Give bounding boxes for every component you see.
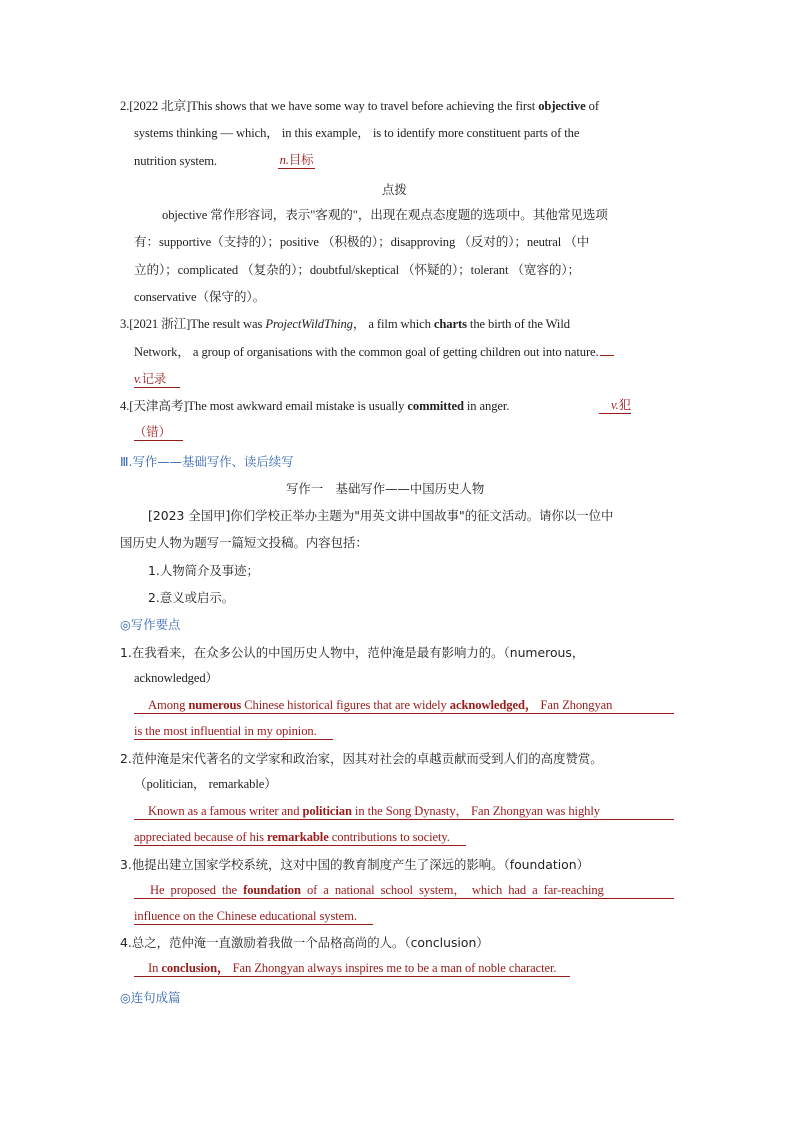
section-heading: Ⅲ.写作——基础写作、读后续写	[120, 454, 294, 469]
s3-answer-text: He proposed the	[150, 883, 244, 897]
q4-answer-pos: v.	[611, 398, 619, 412]
tip-title: 点拨	[382, 182, 407, 197]
q2-answer-pos: n.	[279, 153, 289, 167]
s2-answer-text2: appreciated because of his	[134, 830, 267, 844]
q3-text2: Network， a group of organisations with the common goal of getting children out into nature.	[134, 345, 599, 359]
q4-answer-cn: 犯	[618, 397, 631, 412]
q3-line2	[134, 343, 614, 360]
q2-text3: nutrition system.	[134, 154, 217, 168]
s2-answer-text: Known as a famous writer and	[148, 804, 303, 818]
q2-text-end: of	[585, 99, 599, 113]
q3-answer-pos: v.	[134, 372, 142, 386]
combine-heading: ◎连句成篇	[120, 990, 181, 1005]
s1-keyword-2: acknowledged，	[449, 698, 538, 712]
q4-text: 4.[天津高考]The most awkward email mistake is usually	[120, 399, 408, 413]
s2-keyword-2: remarkable	[266, 830, 329, 844]
q3-answer-cn: 记录	[141, 371, 167, 386]
q2-line3	[134, 153, 217, 169]
s1-keyword-1: numerous	[188, 698, 242, 712]
q4-text-end: in anger.	[463, 399, 510, 413]
s3-answer-text2: influence on the Chinese educational system.	[134, 908, 373, 925]
tip-line1: objective 常作形容词，表示"客观的"，出现在观点态度题的选项中。其他常见选项	[162, 208, 608, 222]
s3-answer	[134, 882, 674, 899]
s4-prompt: 4.总之，范仲淹一直激励着我做一个品格高尚的人。（conclusion）	[120, 935, 489, 950]
tip-line2: 有：supportive（支持的）；positive （积极的）；disapproving （反对的）；neutral （中	[134, 235, 590, 249]
q2-keyword: objective	[538, 99, 586, 113]
s3-keyword-1: foundation	[243, 883, 301, 897]
points-heading: ◎写作要点	[120, 617, 181, 632]
q2-text: 2.[2022 北京]This shows that we have some way to travel before achieving the first	[120, 99, 539, 113]
s2-answer-end2: contributions to society.	[328, 830, 450, 844]
prompt-item-2: 2.意义或启示。	[148, 590, 235, 605]
q4-answer-cn2: （错）	[134, 424, 183, 441]
prompt-item-1: 1.人物简介及事迹；	[148, 563, 259, 578]
s1-answer-line2	[134, 723, 333, 740]
s1-answer	[134, 697, 674, 714]
s2-keyword-1: politician	[302, 804, 352, 818]
s4-answer-end: Fan Zhongyan always inspires me to be a man of noble character.	[229, 961, 557, 975]
s4-keyword-1: conclusion，	[161, 961, 230, 975]
q4-answer	[599, 397, 631, 414]
q4-keyword: committed	[407, 399, 464, 413]
prompt-line1: [2023 全国甲]你们学校正举办主题为"用英文讲中国故事"的征文活动。请你以一位中	[148, 508, 614, 523]
s4-answer-text: In	[148, 961, 162, 975]
q2-answer-cn: 目标	[288, 152, 314, 167]
q4-line1	[120, 398, 509, 414]
q3-text-end: the birth of the Wild	[466, 317, 570, 331]
s3-prompt: 3.他提出建立国家学校系统，这对中国的教育制度产生了深远的影响。（foundation）	[120, 857, 589, 872]
q3-keyword: charts	[433, 317, 467, 331]
tip-line3: 立的）；complicated （复杂的）；doubtful/skeptical （怀疑的）；tolerant （宽容的）；	[134, 263, 581, 277]
s1-answer-text: Among	[148, 698, 189, 712]
q3-text: 3.[2021 浙江]The result was	[120, 317, 266, 331]
s3-answer-line2	[134, 908, 373, 925]
s4-answer	[134, 960, 570, 977]
q4-answer-line2	[134, 424, 183, 441]
q2-answer	[263, 152, 330, 169]
s2-prompt: 2.范仲淹是宋代著名的文学家和政治家，因其对社会的卓越贡献而受到人们的高度赞赏。	[120, 751, 603, 766]
writing-subtitle: 写作一 基础写作——中国历史人物	[286, 481, 485, 496]
q2-line1	[120, 98, 599, 114]
s2-answer-line2	[134, 829, 466, 846]
tip-line4: conservative（保守的）。	[134, 290, 266, 304]
s1-answer-mid: Chinese historical figures that are widely	[241, 698, 450, 712]
s1-prompt: 1.在我看来，在众多公认的中国历史人物中，范仲淹是最有影响力的。（numerous，	[120, 645, 585, 660]
s2-answer	[134, 803, 674, 820]
q3-text-mid: ， a film which	[352, 317, 434, 331]
q3-answer	[134, 371, 180, 388]
q3-film-title: ProjectWildThing	[265, 317, 353, 331]
q3-line1	[120, 316, 570, 332]
s1-answer-end: Fan Zhongyan	[537, 698, 613, 712]
s1-answer-text2: is the most influential in my opinion.	[134, 723, 333, 740]
prompt-line2: 国历史人物为题写一篇短文投稿。内容包括：	[120, 535, 368, 550]
s2-prompt-line2: （politician， remarkable）	[134, 777, 277, 791]
s1-prompt-line2: acknowledged）	[134, 671, 219, 685]
s3-answer-end: of a national school system， which had a far-reaching	[300, 883, 604, 897]
s2-answer-end: in the Song Dynasty， Fan Zhongyan was highly	[351, 804, 600, 818]
q2-line2: systems thinking — which， in this example， is to identify more constituent parts of the	[134, 126, 580, 140]
